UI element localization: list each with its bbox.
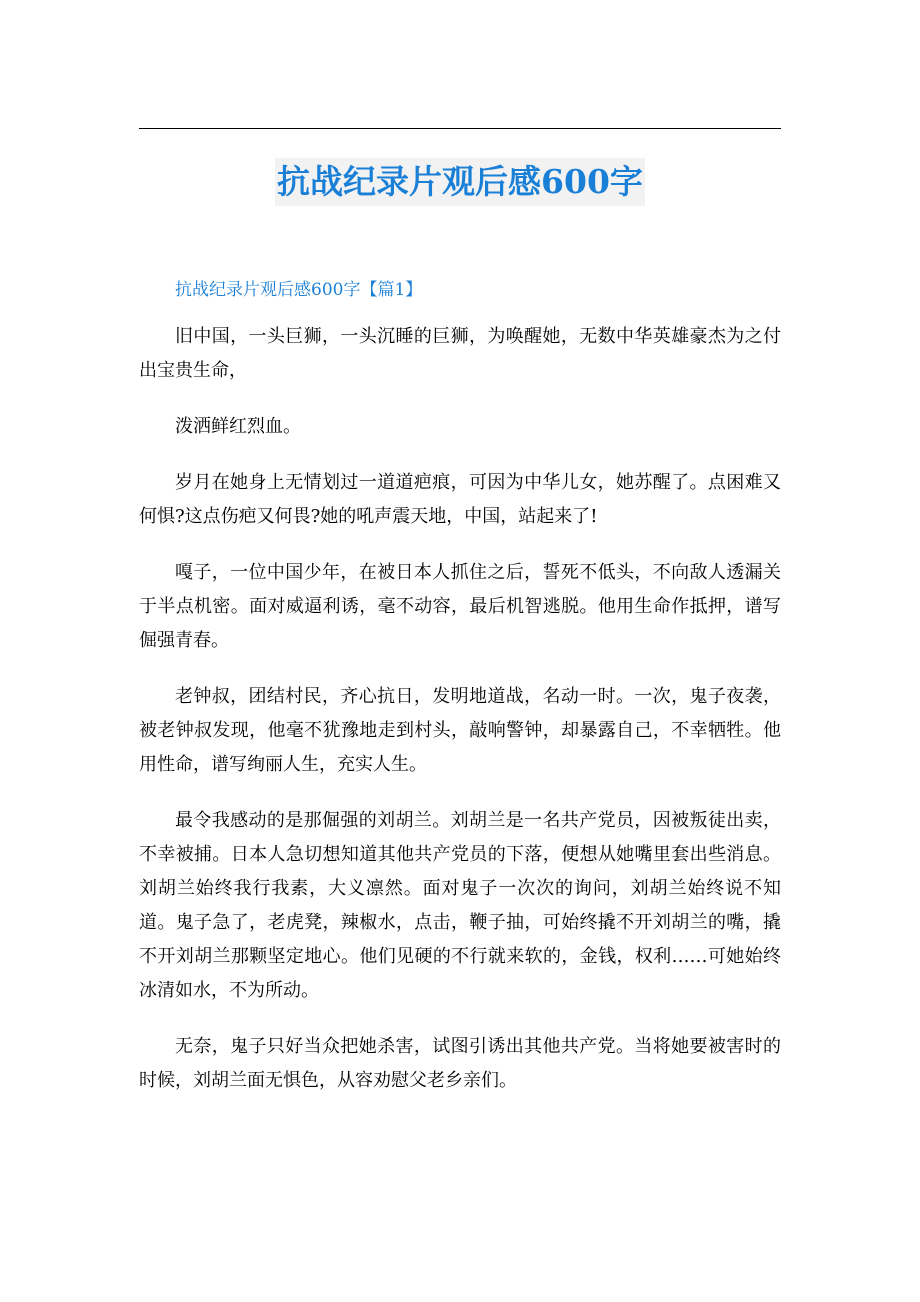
paragraph: 泼洒鲜红烈血。 xyxy=(175,416,301,437)
paragraph: 旧中国，一头巨狮，一头沉睡的巨狮，为唤醒她，无数中华英雄豪杰为之付出宝贵生命， xyxy=(139,326,781,381)
paragraph: 岁月在她身上无情划过一道道疤痕，可因为中华儿女，她苏醒了。点困难又何惧?这点伤疤又何畏?她的吼声震天地，中国，站起来了! xyxy=(139,472,781,527)
paragraph: 最令我感动的是那倔强的刘胡兰。刘胡兰是一名共产党员，因被叛徒出卖，不幸被捕。日本人急切想知道其他共产党员的下落，便想从她嘴里套出些消息。刘胡兰始终我行我素，大义凛然。面对鬼子一次次的询问，刘胡兰始终说不知道。鬼子急了，老虎凳，辣椒水，点击，鞭子抽，可始终撬不开刘胡兰的嘴，撬不开刘胡兰那颗坚定地心。他们见硬的不行就来软的，金钱，权利……可她始终冰清如水，不为所动。 xyxy=(139,810,781,1001)
section-heading: 抗战纪录片观后感600字【篇1】 xyxy=(175,280,423,300)
document-body xyxy=(139,270,781,1120)
header-rule xyxy=(139,128,781,129)
paragraph: 嘎子，一位中国少年，在被日本人抓住之后，誓死不低头，不向敌人透漏关于半点机密。面对威逼利诱，毫不动容，最后机智逃脱。他用生命作抵押，谱写倔强青春。 xyxy=(139,562,781,651)
document-title: 抗战纪录片观后感600字 xyxy=(275,158,645,206)
title-container xyxy=(0,158,920,206)
paragraph: 无奈，鬼子只好当众把她杀害，试图引诱出其他共产党。当将她要被害时的时候，刘胡兰面无惧色，从容劝慰父老乡亲们。 xyxy=(139,1036,781,1091)
paragraph: 老钟叔，团结村民，齐心抗日，发明地道战，名动一时。一次，鬼子夜袭，被老钟叔发现，他毫不犹豫地走到村头，敲响警钟，却暴露自己，不幸牺牲。他用性命，谱写绚丽人生，充实人生。 xyxy=(139,686,781,775)
